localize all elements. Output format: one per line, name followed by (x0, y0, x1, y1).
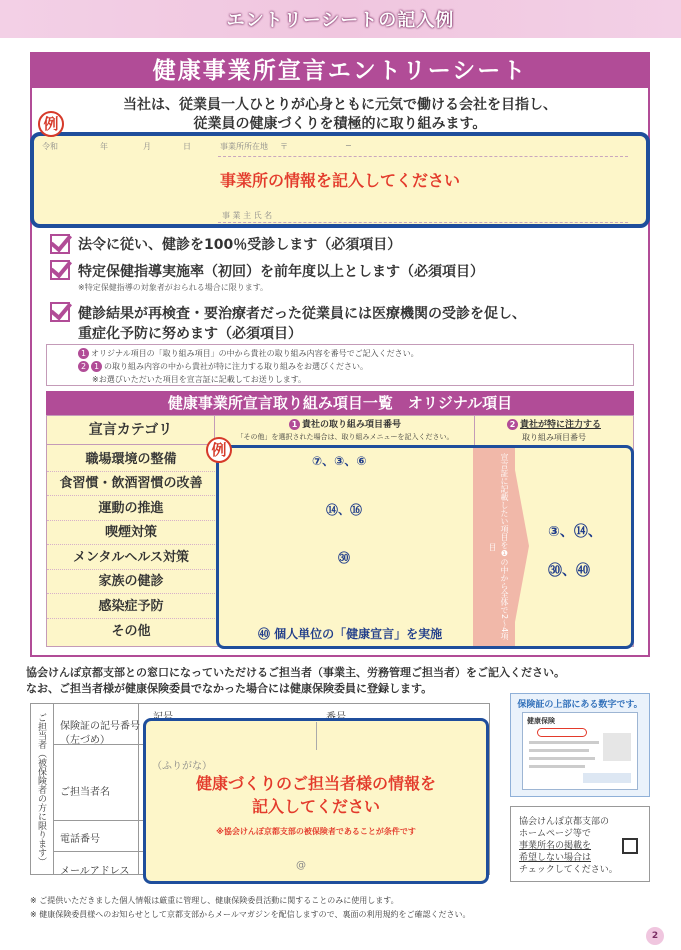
check-text-2: 特定保健指導実施率（初回）を前年度以上とします（必須項目） (78, 264, 484, 280)
checkbox-followup[interactable] (50, 302, 70, 322)
owner-name-line (218, 222, 628, 223)
category-row: 運動の推進 (47, 497, 215, 521)
card-line (529, 765, 585, 768)
category-row: 職場環境の整備 (47, 448, 215, 472)
category-row: メンタルヘルス対策 (47, 546, 215, 570)
card-line (529, 757, 595, 760)
category-header: 宣言カテゴリ (47, 416, 215, 445)
number-2-icon: 2 (78, 361, 89, 372)
card-line (529, 741, 599, 744)
month-label: 月 (143, 142, 151, 151)
instruction-1-text: オリジナル項目の「取り組み項目」の中から貴社の取り組み内容を番号でご記入ください。 (91, 349, 419, 358)
intro-line-1: 当社は、従業員一人ひとりが心身ともに元気で働ける会社を目指し、 (123, 97, 557, 113)
business-info-message: 事業所の情報を記入してください (219, 171, 460, 190)
number-2-icon: 2 (507, 419, 518, 430)
table-title: 健康事業所宣言取り組み項目一覧 オリジナル項目 (46, 391, 634, 415)
reiwa-label: 令和 (42, 142, 58, 151)
owner-name-label: 事 業 主 氏 名 (222, 211, 273, 220)
number-1-icon: 1 (91, 361, 102, 372)
postal-mark: 〒 (280, 142, 288, 151)
email-at: @ (296, 860, 306, 871)
checkbox-health-checkup[interactable] (50, 234, 70, 254)
instruction-2-text: の取り組み内容の中から貴社が特に注力する取り組みをお選びください。 (104, 362, 368, 371)
category-row: 喫煙対策 (47, 521, 215, 545)
kigou-bangou-divider (316, 722, 317, 750)
category-row: 感染症予防 (47, 595, 215, 619)
entry-row-3: ⑭、⑯ (326, 503, 363, 517)
category-row: 食習慣・飲酒習慣の改善 (47, 472, 215, 496)
items-input-area[interactable] (216, 445, 634, 649)
address-line (218, 156, 628, 157)
arrow-head-icon (515, 470, 529, 622)
page-number: 2 (646, 927, 664, 945)
instruction-3: ※お選びいただいた項目を宣言証に記載してお送りします。 (92, 375, 307, 384)
contact-side-label: ご担当者（被保険者の方に限ります） (30, 704, 54, 875)
phone-label: 電話番号 (60, 834, 100, 845)
sheet-title: 健康事業所宣言エントリーシート (32, 54, 648, 88)
entry-row-5: ㉚ (338, 551, 351, 565)
contact-msg-1: 健康づくりのご担当者様の情報を (195, 774, 436, 793)
col1-header (216, 417, 474, 430)
bottom-line-1: 協会けんぽ京都支部との窓口になっていただけるご担当者（事業主、労務管理ご担当者）をご記入ください。 (26, 666, 565, 679)
arrow-text: 宣言証に記載したい項目を❶の中から全体で2〜4項目 (488, 453, 509, 641)
card-number-label: 保険証の記号番号 (60, 721, 140, 732)
banner-title: エントリーシートの記入例 (226, 10, 455, 31)
card-label: 健康保険 (527, 717, 555, 725)
contact-name-label: ご担当者名 (60, 787, 110, 798)
footer-note-1: ※ ご提供いただきました個人情報は厳重に管理し、健康保険委員活動に関することのみに使用します。 (30, 896, 399, 905)
entry-row-1: ⑦、③、⑥ (312, 454, 367, 468)
instruction-1 (78, 348, 419, 359)
contact-msg-2: 記入してください (251, 797, 380, 816)
example-badge-2: 例 (206, 437, 232, 463)
address-label: 事業所所在地 (220, 142, 268, 151)
postal-dash: − (345, 141, 352, 150)
opt-line-4: 希望しない場合は (519, 853, 592, 863)
card-number-sub: （左づめ） (60, 735, 110, 746)
number-1-icon: 1 (78, 348, 89, 359)
card-box-title: 保険証の上部にある数字です。 (517, 700, 643, 710)
col1-title: 貴社の取り組み項目番号 (301, 420, 401, 430)
col1-note: 「その他」を選択された場合は、取り組みメニューを記入ください。 (236, 433, 454, 441)
card-photo (603, 733, 631, 761)
example-badge: 例 (38, 111, 64, 137)
opt-out-checkbox[interactable] (622, 838, 638, 854)
check-text-3b: 重症化予防に努めます（必須項目） (78, 326, 302, 342)
day-label: 日 (183, 142, 191, 151)
footer-note-2: ※ 健康保険委員様へのお知らせとして京都支部からメールマガジンを配信しますので、裏面の利用規約をご確認ください。 (30, 910, 471, 919)
col2-title: 貴社が特に注力する (519, 420, 601, 430)
check-text-3a: 健診結果が再検査・要治療者だった従業員には医療機関の受診を促し、 (78, 306, 526, 322)
col-divider (474, 416, 475, 446)
instruction-2 (78, 361, 368, 372)
intro-line-2: 従業員の健康づくりを積極的に取り組みます。 (193, 116, 487, 132)
contact-condition-note: ※協会けんぽ京都支部の被保険者であることが条件です (216, 827, 416, 836)
check-text-1: 法令に従い、健診を100％受診します（必須項目） (78, 237, 402, 253)
card-barcode (583, 773, 631, 783)
opt-line-3: 事業所名の掲載を (519, 841, 592, 851)
checkbox-guidance[interactable] (50, 260, 70, 280)
year-label: 年 (100, 142, 108, 151)
opt-line-2: ホームページ等で (519, 829, 591, 839)
entry-row-8: ㊵ 個人単位の「健康宣言」を実施 (258, 627, 443, 641)
opt-line-5: チェックしてください。 (519, 865, 618, 875)
col2-sub: 取り組み項目番号 (522, 433, 586, 442)
card-line (529, 749, 589, 752)
opt-line-1: 協会けんぽ京都支部の (519, 817, 610, 827)
focus-line-1: ③、⑭、 (548, 524, 602, 540)
number-1-icon: 1 (289, 419, 300, 430)
card-highlight (537, 728, 587, 737)
check-note-2: ※特定保健指導の対象者がおられる場合に限ります。 (78, 283, 269, 292)
category-row: その他 (47, 620, 215, 644)
bottom-line-2: なお、ご担当者様が健康保険委員でなかった場合には健康保険委員に登録します。 (26, 682, 433, 695)
email-label: メールアドレス (60, 866, 130, 877)
furigana-label: （ふりがな） (152, 761, 212, 772)
card-image (522, 712, 638, 790)
col2-header (474, 417, 634, 430)
category-row: 家族の健診 (47, 570, 215, 594)
focus-line-2: ㉚、㊵ (548, 563, 590, 579)
